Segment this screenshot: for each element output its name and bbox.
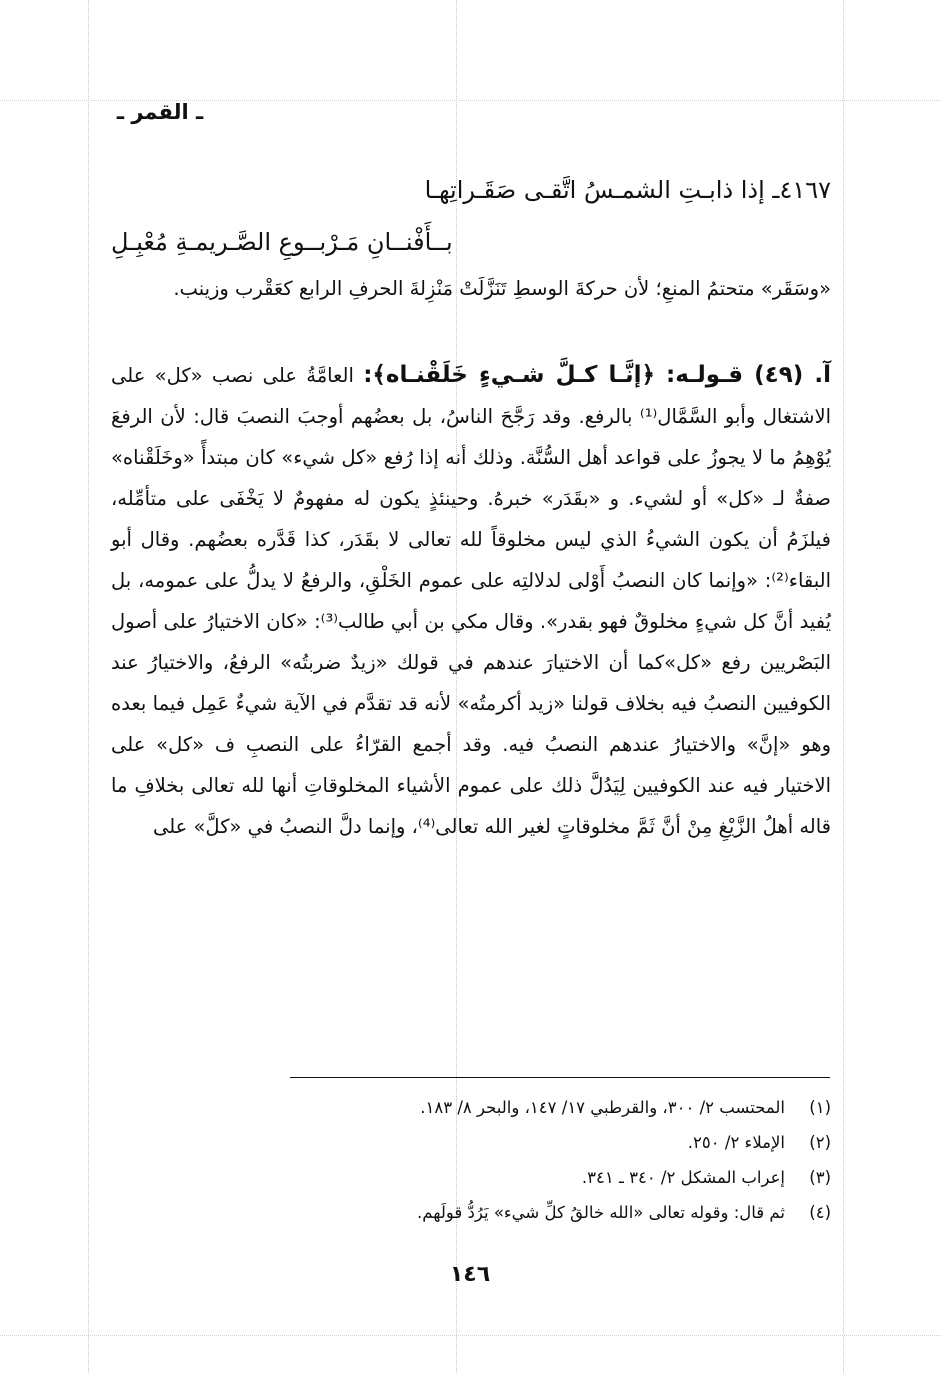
footnote-item — [131, 1195, 831, 1230]
footnote-number: (٤) — [809, 1203, 831, 1222]
poetry-verse-line-1: ٤١٦٧ـ إذا ذابـتِ الشمـسُ اتَّقـى صَقَـراتِهـا — [424, 176, 831, 204]
poetry-verse-line-2: بــأَفْنــانِ مَـرْبــوعِ الصَّـريمـةِ مُعْبِـلِ — [111, 228, 453, 256]
footnote-item — [131, 1160, 831, 1195]
scan-guide-line — [843, 0, 844, 1373]
footnote-divider — [290, 1077, 830, 1078]
verse-citation-lead: آ. (٤٩) قـولـه: ﴿إنَّـا كـلَّ شـيءٍ خَلَقْنـاه﴾: — [363, 362, 831, 388]
running-header: ـ القمر ـ — [116, 100, 204, 124]
paragraph-1: «وسَقَر» متحتمُ المنعِ؛ لأن حركةَ الوسطِ تَنَزَّلَتْ مَنْزِلةَ الحرفِ الرابع كعَقْرب وزينب. — [173, 277, 831, 300]
footnote-item — [131, 1090, 831, 1125]
paragraph-2-body: العامَّةُ على نصب «كل» على الاشتغال وأبو السَّمَّال⁽¹⁾ بالرفع. وقد رَجَّحَ الناسُ، بل بعضُهم أوجبَ النصبَ قال: لأن الرفعَ يُوْهِمُ ما لا يجوزُ على قواعد أهل السُّنَّة. وذلك أنه إذا رُفع «كل شيء» كان مبتدأً «وخَلَقْناه» صفةٌ لـ «كل» أو لشيء. و «بقَدَر» خبرهُ. وحينئذٍ يكون له مفهومٌ لا يَخْفَى على متأمِّله، فيلزَمُ أن يكون الشيءُ الذي ليس مخلوقاً لله تعالى لا بقَدَر، كذا قَدَّره بعضُهم. وقال أبو البقاء⁽²⁾: «وإنما كان النصبُ أَوْلى لدلالتِه على عموم الخَلْقِ، والرفعُ لا يدلُّ على عمومه، بل يُفيد أنَّ كل شيءٍ مخلوقٌ فهو بقدر». وقال مكي بن أبي طالب⁽³⁾: «كان الاختيارُ على أصول البَصْريين رفع «كل»كما أن الاختيارَ عندهم في قولك «زيدٌ ضربتُه» الرفعُ، والاختيارُ عند الكوفيين النصبُ فيه بخلاف قولنا «زيد أكرمتُه» لأنه قد تقدَّم في الآية شيءٌ عَمِل فيما بعده وهو «إنَّ» والاختيارُ عندهم النصبُ فيه. وقد أجمع القرّاءُ على النصبِ ف «كل» على الاختيار فيه عند الكوفيين لِيَدُلَّ ذلك على عموم الأشياء المخلوقاتِ أنها لله تعالى بخلافِ ما قاله أهلُ الزَّيْغِ مِنْ أنَّ ثَمَّ مخلوقاتٍ لغير الله تعالى⁽⁴⁾، وإنما دلَّ النصبُ في «كلَّ» على — [111, 364, 831, 838]
footnote-number: (١) — [809, 1098, 831, 1117]
page-number: ١٤٦ — [449, 1262, 491, 1287]
footnote-text: إعراب المشكل ٢/ ٣٤٠ ـ ٣٤١. — [581, 1168, 785, 1187]
footnote-text: الإملاء ٢/ ٢٥٠. — [687, 1133, 785, 1152]
footnote-number: (٢) — [809, 1133, 831, 1152]
paragraph-2 — [111, 355, 831, 847]
footnote-text: ثم قال: وقوله تعالى «الله خالقُ كلِّ شيء» يَرُدُّ قولَهم. — [417, 1203, 785, 1222]
scan-guide-line — [88, 0, 89, 1373]
scan-guide-line — [0, 1335, 941, 1336]
footnote-text: المحتسب ٢/ ٣٠٠، والقرطبي ١٧/ ١٤٧، والبحر ٨/ ١٨٣. — [420, 1098, 785, 1117]
footnotes-list — [131, 1090, 831, 1230]
footnote-number: (٣) — [809, 1168, 831, 1187]
footnote-item — [131, 1125, 831, 1160]
